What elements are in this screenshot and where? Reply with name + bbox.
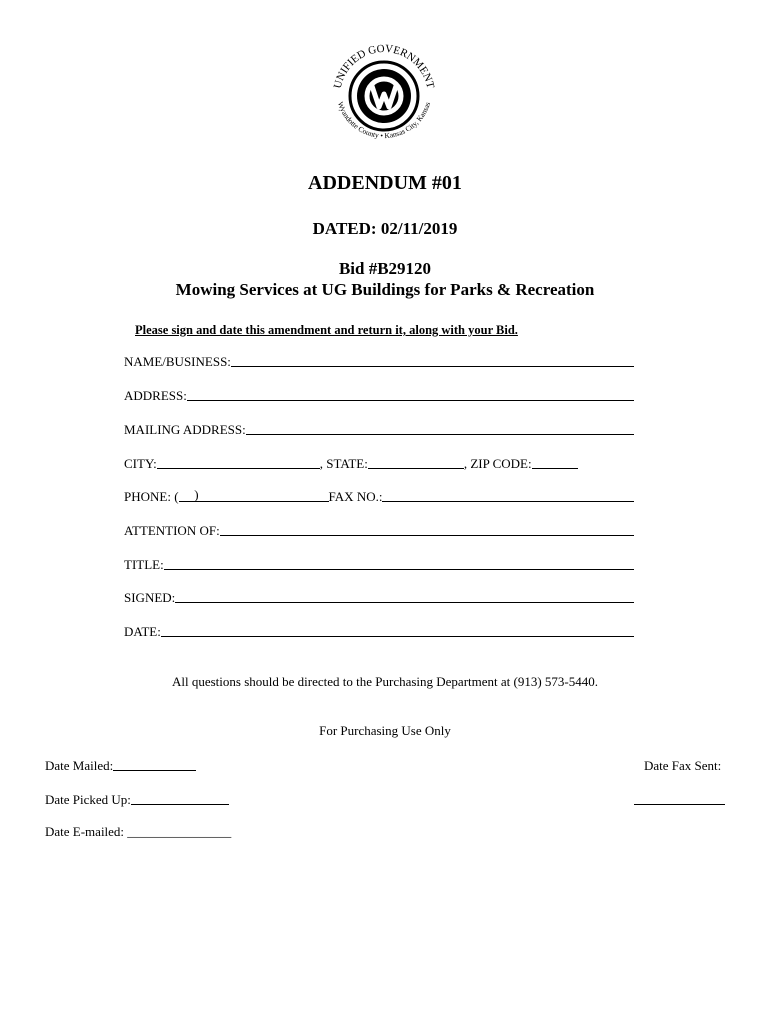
city-label: CITY: [124, 456, 157, 471]
date-mailed-label: Date Mailed: [45, 758, 114, 773]
date-picked-up-label: Date Picked Up: [45, 792, 131, 807]
bid-number: Bid #B29120 [338, 259, 432, 278]
mailing-address-field[interactable] [246, 422, 634, 435]
seal-bottom-text: Wyandotte County • Kansas City, Kansas [335, 100, 433, 141]
mailing-address-row [124, 420, 634, 438]
attention-of-field[interactable] [220, 523, 634, 536]
date-mailed-field[interactable] [113, 758, 196, 771]
instructions: Please sign and date this amendment and return it, along with your Bid. [135, 323, 518, 337]
date-mailed-row [45, 756, 196, 774]
city-state-zip-row [124, 454, 634, 472]
mailing-address-label: MAILING ADDRESS: [124, 422, 246, 437]
signed-row [124, 588, 634, 606]
phone-close-paren: ) [194, 487, 199, 502]
date-fax-sent-row [634, 790, 725, 808]
zip-code-label: , ZIP CODE: [463, 456, 532, 471]
phone-fax-row [124, 487, 634, 505]
questions-note: All questions should be directed to the Purchasing Department at (913) 573-5440. [171, 674, 599, 689]
name-business-label: NAME/BUSINESS: [124, 354, 231, 369]
fax-field[interactable] [382, 489, 634, 502]
name-business-field[interactable] [231, 354, 634, 367]
date-picked-up-field[interactable] [131, 792, 229, 805]
address-row [124, 386, 634, 404]
title-row [124, 555, 634, 573]
date-field[interactable] [161, 624, 634, 637]
state-field[interactable] [368, 456, 464, 469]
date-emailed-row [45, 822, 231, 840]
area-code-field[interactable] [179, 486, 199, 502]
attention-of-label: ATTENTION OF: [124, 523, 220, 538]
city-field[interactable] [157, 456, 320, 469]
date-row [124, 622, 634, 640]
address-field[interactable] [187, 388, 634, 401]
phone-field[interactable] [199, 489, 329, 502]
date-label: DATE: [124, 624, 161, 639]
addendum-title: ADDENDUM #01 [308, 172, 462, 194]
signed-field[interactable] [175, 590, 634, 603]
signed-label: SIGNED: [124, 590, 176, 605]
date-fax-sent-field[interactable] [634, 792, 725, 805]
dated-line: DATED: 02/11/2019 [312, 219, 458, 238]
purchasing-use-heading: For Purchasing Use Only [319, 723, 451, 738]
name-business-row [124, 352, 634, 370]
date-picked-up-row [45, 790, 229, 808]
zip-code-field[interactable] [532, 456, 578, 469]
title-label: TITLE: [124, 557, 164, 572]
state-label: , STATE: [319, 456, 368, 471]
project-title: Mowing Services at UG Buildings for Parks & Recreation [175, 280, 595, 299]
title-field[interactable] [164, 557, 634, 570]
address-label: ADDRESS: [124, 388, 187, 403]
date-emailed-label[interactable]: Date E-mailed: ________________ [45, 824, 232, 839]
unified-government-seal [318, 32, 448, 152]
date-fax-sent-label: Date Fax Sent: [644, 758, 722, 773]
phone-label: PHONE: ( [124, 489, 179, 504]
seal-top-text: UNIFIED GOVERNMENT [331, 42, 437, 90]
attention-of-row [124, 521, 634, 539]
fax-label: FAX NO.: [328, 489, 383, 504]
